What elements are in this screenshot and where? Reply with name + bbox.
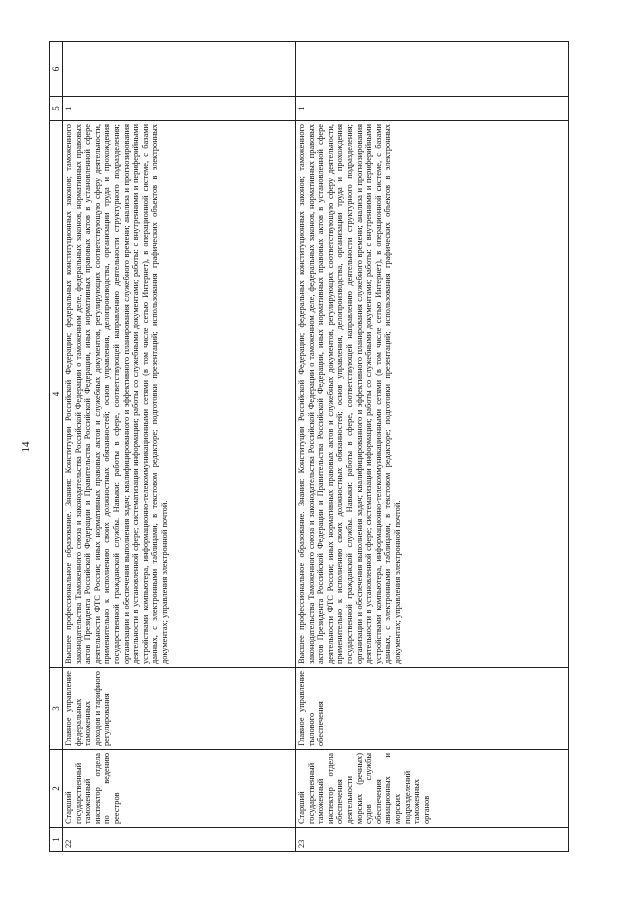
- column-6-cell: [63, 42, 296, 97]
- department-cell: Главное управление федеральных таможенных доходов и тарифного регулирования: [63, 668, 296, 750]
- position-cell: Старший государственный таможенный инспектор отдела по ведению реестров: [63, 750, 296, 828]
- positions-table: [49, 41, 569, 852]
- column-header: 6: [50, 42, 63, 97]
- rotated-document-page: [20, 42, 620, 852]
- requirements-cell: Высшее профессиональное образование. Знания: Конституции Российской Федерации; федеральных конституционных законов; таможенного законодательства Таможенного союза и законодательства Российской Федерации о таможенном деле, федеральных законов, нормативных правовых актов Президента Российской Федерации и Правительства Российской Федерации, иных нормативных правовых актов в установленной сфере деятельности ФТС России; иных нормативных правовых актов и служебных документов, регулирующих соответствующую сферу деятельности, применительно к исполнению своих должностных обязанностей; основ управления, делопроизводства, организации труда и прохождения государственной гражданской службы. Навыки: работы в сфере, соответствующей направлению деятельности структурного подразделения; организации и обеспечения выполнения задач; квалифицированного и эффективного планирования служебного времени; анализа и прогнозирования деятельности в установленной сфере; систематизации информации; работы со служебными документами; работы: с внутренними и периферийными устройствами компьютера, информационно-телекоммуникационными сетями (в том числе сетью Интернет), в операционной системе, с базами данных, с электронными таблицами, в текстовом редакторе; подготовки презентаций; использования графических объектов в электронных документах; управления электронной почтой.: [63, 121, 296, 668]
- requirements-cell: Высшее профессиональное образование. Знания: Конституции Российской Федерации; федеральных конституционных законов; таможенного законодательства Таможенного союза и законодательства Российской Федерации о таможенном деле, федеральных законов, нормативных правовых актов Президента Российской Федерации и Правительства Российской Федерации, иных нормативных правовых актов в установленной сфере деятельности ФТС России; иных нормативных правовых актов и служебных документов, регулирующих соответствующую сферу деятельности, применительно к исполнению своих должностных обязанностей; основ управления, делопроизводства, организации труда и прохождения государственной гражданской службы. Навыки: работы в сфере, соответствующей направлению деятельности структурного подразделения; организации и обеспечения выполнения задач; квалифицированного и эффективного планирования служебного времени; анализа и прогнозирования деятельности в установленной сфере; систематизации информации; работы со служебными документами; работы: с внутренними и периферийными устройствами компьютера, информационно-телекоммуникационными сетями (в том числе сетью Интернет), в операционной системе, с базами данных, с электронными таблицами, в текстовом редакторе; подготовки презентаций; использования графических объектов в электронных документах; управления электронной почтой.: [296, 121, 569, 668]
- position-cell: Старший государственный таможенный инспектор отдела обеспечения деятельности морских (речных) судов службы обеспечения авиационных и морских подразделений таможенных органов: [296, 750, 569, 828]
- table-row: [296, 42, 569, 852]
- row-number-cell: 22: [63, 828, 296, 852]
- table-row: [63, 42, 296, 852]
- column-header: 4: [50, 121, 63, 668]
- row-number-cell: 23: [296, 828, 569, 852]
- column-header: 1: [50, 828, 63, 852]
- column-header: 2: [50, 750, 63, 828]
- column-5-cell: 1: [63, 97, 296, 121]
- department-cell: Главное управление тылового обеспечения: [296, 668, 569, 750]
- table-header-row: [50, 42, 63, 852]
- column-6-cell: [296, 42, 569, 97]
- column-5-cell: 1: [296, 97, 569, 121]
- column-header: 3: [50, 668, 63, 750]
- page-number: 14: [20, 441, 32, 453]
- column-header: 5: [50, 97, 63, 121]
